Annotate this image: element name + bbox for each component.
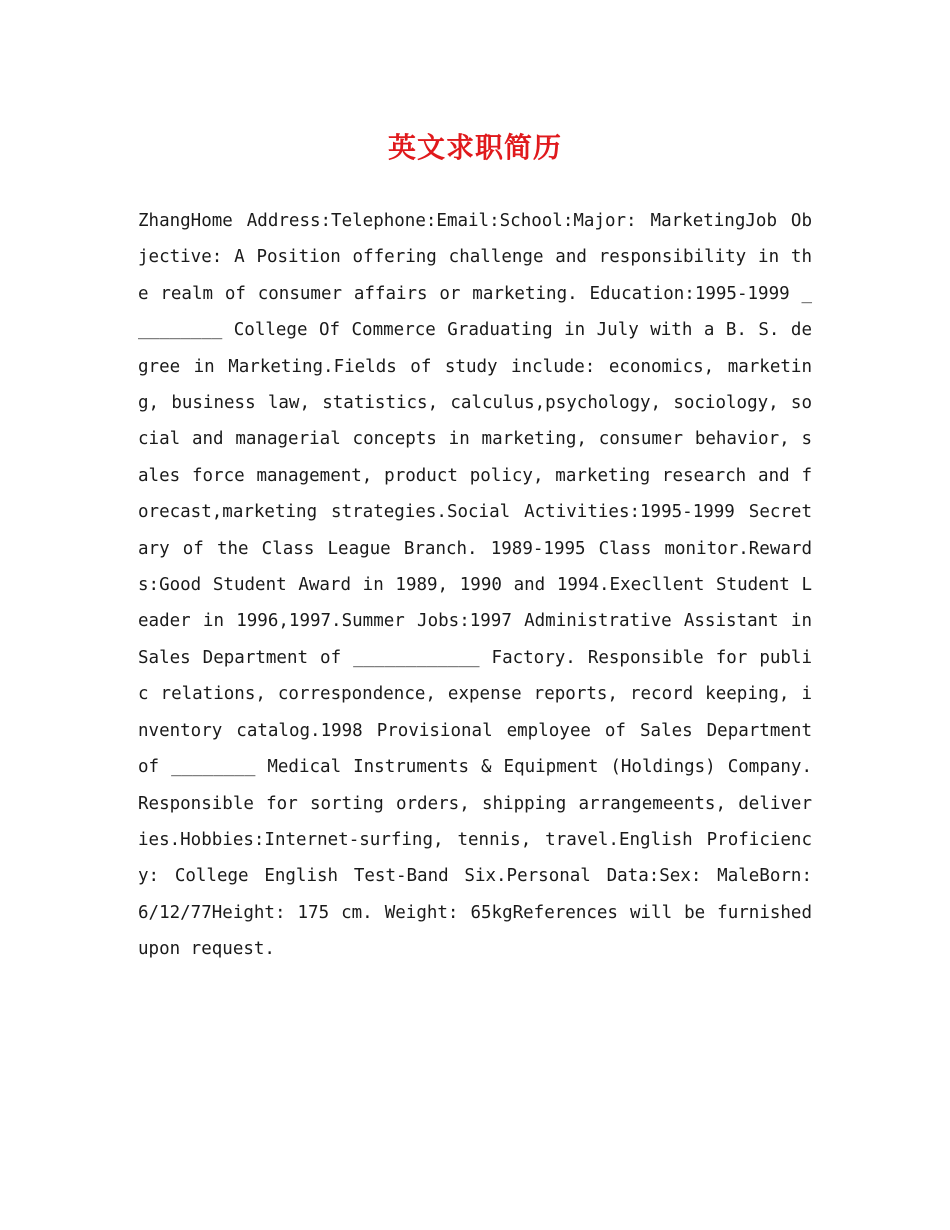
document-title: 英文求职简历 (387, 131, 562, 164)
resume-body-text: ZhangHome Address:Telephone:Email:School:Major: MarketingJob Objective: A Position offering challenge and responsibility in the realm of consumer affairs or marketing. Education:1995-1999 _________ College Of Commerce Graduating in July with a B. S. degree in Marketing.Fields of study include: economics, marketing, business law, statistics, calculus,psychology, sociology, social and managerial concepts in marketing, consumer behavior, sales force management, product policy, marketing research and forecast,marketing strategies.Social Activities:1995-1999 Secretary of the Class League Branch. 1989-1995 Class monitor.Rewards:Good Student Award in 1989, 1990 and 1994.Execllent Student Leader in 1996,1997.Summer Jobs:1997 Administrative Assistant in Sales Department of ____________ Factory. Responsible for public relations, correspondence, expense reports, record keeping, inventory catalog.1998 Provisional employee of Sales Department of ________ Medical Instruments & Equipment (Holdings) Company. Responsible for sorting orders, shipping arrangemeents, deliveries.Hobbies:Internet-surfing, tennis, travel.English Proficiency: College English Test-Band Six.Personal Data:Sex: MaleBorn: 6/12/77Height: 175 cm. Weight: 65kgReferences will be furnished upon request. (138, 211, 812, 960)
